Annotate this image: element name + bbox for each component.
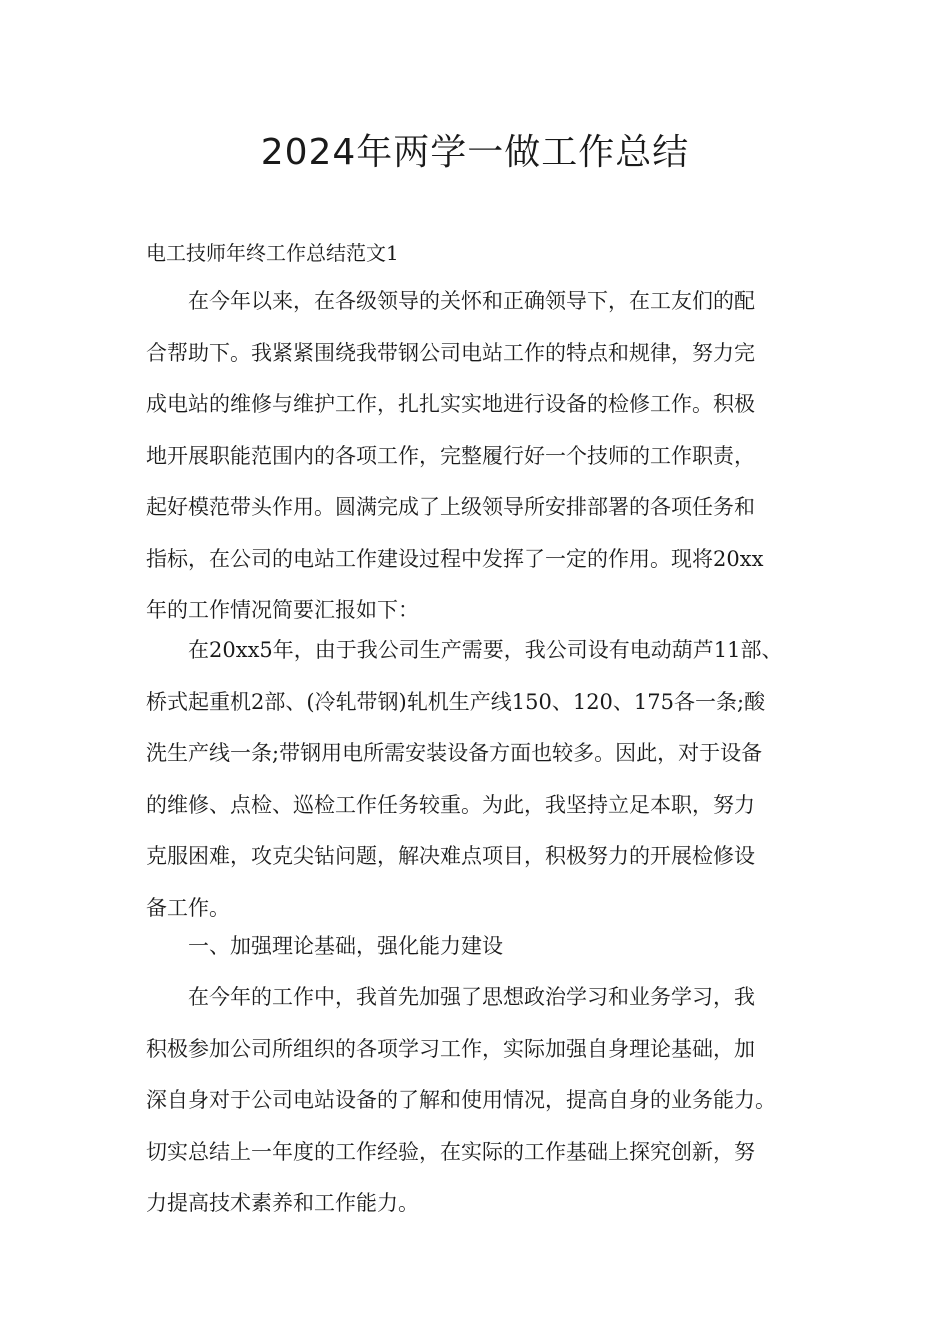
paragraph-line: 年的工作情况简要汇报如下： bbox=[146, 598, 419, 622]
paragraph-line: 克服困难，攻克尖钻问题，解决难点项目，积极努力的开展检修设 bbox=[146, 844, 755, 868]
paragraph-line: 合帮助下。我紧紧围绕我带钢公司电站工作的特点和规律，努力完 bbox=[146, 340, 755, 365]
paragraph-study bbox=[146, 972, 826, 1230]
document-subtitle: 电工技师年终工作总结范文1 bbox=[146, 241, 399, 265]
paragraph-line: 指标，在公司的电站工作建设过程中发挥了一定的作用。现将20xx bbox=[146, 546, 764, 571]
paragraph-line: 在今年以来，在各级领导的关怀和正确领导下，在工友们的配 bbox=[188, 289, 755, 313]
paragraph-equipment bbox=[146, 625, 826, 934]
document-title: 2024年两学一做工作总结 bbox=[260, 132, 690, 173]
paragraph-line: 备工作。 bbox=[146, 895, 230, 920]
section-heading bbox=[146, 921, 826, 973]
paragraph-line: 力提高技术素养和工作能力。 bbox=[146, 1191, 419, 1215]
paragraph-intro bbox=[146, 276, 826, 637]
section-heading-text: 一、加强理论基础，强化能力建设 bbox=[188, 934, 503, 958]
paragraph-line: 切实总结上一年度的工作经验，在实际的工作基础上探究创新，努 bbox=[146, 1139, 755, 1164]
paragraph-line: 成电站的维修与维护工作，扎扎实实地进行设备的检修工作。积极 bbox=[146, 392, 755, 416]
paragraph-line: 起好模范带头作用。圆满完成了上级领导所安排部署的各项任务和 bbox=[146, 495, 755, 519]
paragraph-line: 洗生产线一条;带钢用电所需安装设备方面也较多。因此，对于设备 bbox=[146, 741, 763, 765]
paragraph-line: 在20xx5年，由于我公司生产需要，我公司设有电动葫芦11部、 bbox=[188, 638, 783, 662]
paragraph-line: 桥式起重机2部、(冷轧带钢)轧机生产线150、120、175各一条;酸 bbox=[146, 689, 766, 714]
paragraph-line: 的维修、点检、巡检工作任务较重。为此，我坚持立足本职，努力 bbox=[146, 792, 755, 817]
paragraph-line: 积极参加公司所组织的各项学习工作，实际加强自身理论基础，加 bbox=[146, 1036, 755, 1061]
paragraph-line: 在今年的工作中，我首先加强了思想政治学习和业务学习，我 bbox=[188, 985, 755, 1009]
paragraph-line: 地开展职能范围内的各项工作，完整履行好一个技师的工作职责， bbox=[146, 443, 755, 468]
paragraph-line: 深自身对于公司电站设备的了解和使用情况，提高自身的业务能力。 bbox=[146, 1088, 776, 1112]
